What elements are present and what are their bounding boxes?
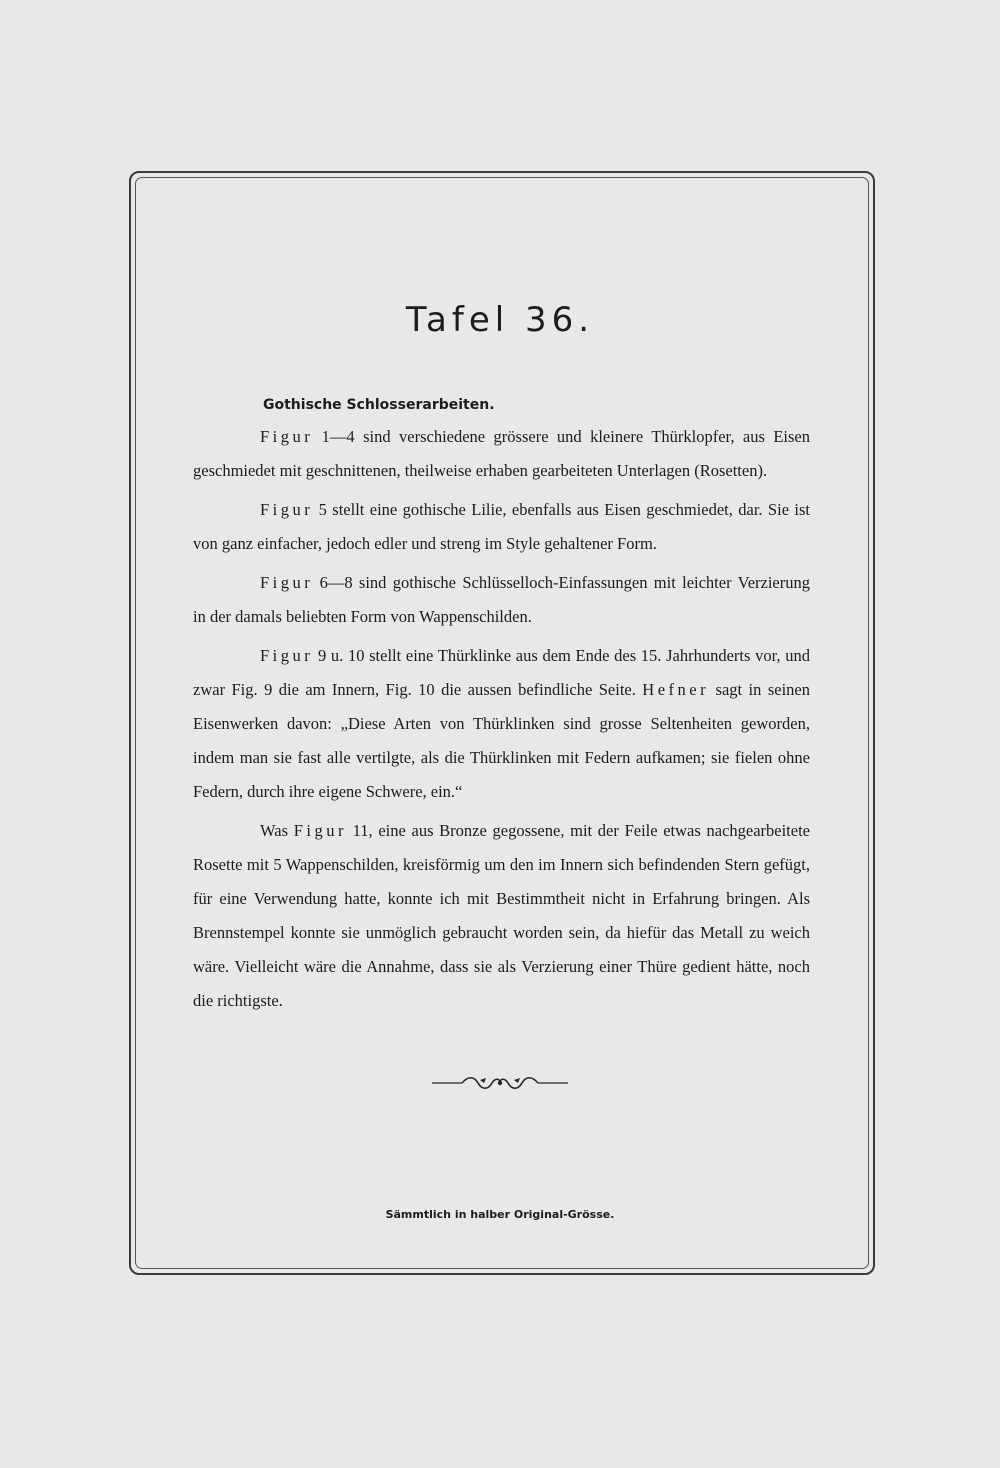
spaced-emphasis-text: Figur: [260, 646, 314, 665]
paragraph-text: 5 stellt eine gothische Lilie, ebenfalls aus Eisen geschmiedet, dar. Sie ist von ganz einfacher, jedoch edler und streng im Style gehaltener Form.: [193, 500, 810, 553]
paragraph-text: Was: [260, 821, 294, 840]
spaced-emphasis-text: Figur: [260, 573, 314, 592]
flourish-ornament-icon: [430, 1072, 570, 1094]
body-paragraph: [193, 639, 810, 809]
paragraph-text: 1—4 sind verschiedene grössere und kleinere Thürklopfer, aus Eisen geschmiedet mit geschnittenen, theilweise erhaben gearbeiteten Unterlagen (Rosetten).: [193, 427, 810, 480]
paragraph-text: sagt in seinen Eisenwerken davon: „Diese Arten von Thürklinken sind grosse Seltenheiten geworden, indem man sie fast alle vertilgte, als die Thürklinken mit Federn aufkamen; sie fielen ohne Federn, durch ihre eigene Schwere, ein.“: [193, 680, 810, 801]
body-paragraph: [193, 814, 810, 1018]
paragraph-text: 6—8 sind gothische Schlüsselloch-Einfassungen mit leichter Verzierung in der damals beliebten Form von Wappenschilden.: [193, 573, 810, 626]
body-paragraph: [193, 566, 810, 634]
section-heading: Gothische Schlosserarbeiten.: [263, 397, 495, 413]
body-paragraph: [193, 420, 810, 488]
text-body: [193, 392, 810, 1023]
plate-title: Tafel 36.: [405, 300, 595, 340]
paragraph-list: [193, 420, 810, 1018]
spaced-emphasis-text: Figur: [293, 821, 347, 840]
body-paragraph: [193, 493, 810, 561]
spaced-emphasis-text: Hefner: [642, 680, 710, 699]
paragraph-text: 11, eine aus Bronze gegossene, mit der Feile etwas nachgearbeitete Rosette mit 5 Wappenschilden, kreisförmig um den im Innern sich befindenden Stern gefügt, für eine Verwendung hatte, konnte ich mit Bestimmtheit nicht in Erfahrung bringen. Als Brennstempel konnte sie unmöglich gebraucht worden sein, da hiefür das Metall zu weich wäre. Vielleicht wäre die Annahme, dass sie als Verzierung einer Thüre gedient hätte, noch die richtigste.: [193, 821, 811, 1010]
paragraph-text: 9 u. 10 stellt eine Thürklinke aus dem Ende des 15. Jahrhunderts vor, und zwar Fig. 9 die am Innern, Fig. 10 die aussen befindliche Seite.: [193, 646, 810, 699]
spaced-emphasis-text: Figur: [260, 427, 314, 446]
footer-note: Sämmtlich in halber Original-Grösse.: [385, 1208, 615, 1221]
spaced-emphasis-text: Figur: [260, 500, 314, 519]
